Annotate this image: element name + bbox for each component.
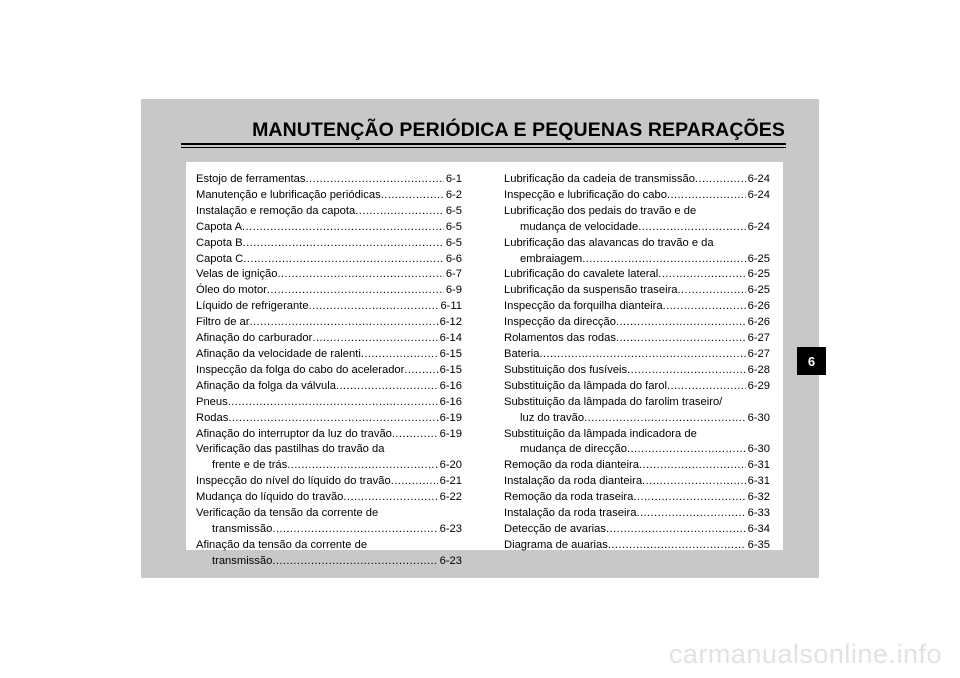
toc-entry-title: Afinação do interruptor da luz do travão <box>196 427 392 440</box>
toc-entry-title: Diagrama de auarias <box>504 538 608 551</box>
dot-leader <box>312 331 437 347</box>
dot-leader <box>277 267 443 283</box>
toc-entry-row <box>196 411 462 427</box>
dot-leader <box>584 411 746 427</box>
toc-entry[interactable] <box>196 442 462 474</box>
toc-entry-row <box>196 474 462 490</box>
toc-entry[interactable] <box>504 236 770 268</box>
toc-page-number: 6-9 <box>445 284 462 297</box>
title-rule-thick <box>181 143 786 145</box>
toc-entry[interactable] <box>196 283 462 299</box>
toc-entry-row <box>196 283 462 299</box>
toc-page-number: 6-6 <box>445 252 462 265</box>
toc-entry-title: transmissão <box>212 554 273 567</box>
toc-entry[interactable] <box>196 395 462 411</box>
toc-entry[interactable] <box>196 252 462 268</box>
dot-leader <box>267 283 444 299</box>
dot-leader <box>242 220 444 236</box>
toc-entry[interactable] <box>504 538 770 554</box>
toc-page-number: 6-30 <box>747 443 770 456</box>
toc-page-number: 6-14 <box>439 332 462 345</box>
toc-entry[interactable] <box>196 204 462 220</box>
toc-entry-row <box>196 554 462 570</box>
dot-leader <box>343 490 437 506</box>
toc-page-number: 6-5 <box>445 220 462 233</box>
dot-leader <box>381 188 444 204</box>
toc-entry-title: Substituição da lâmpada do farol <box>504 379 667 392</box>
toc-entry[interactable] <box>196 538 462 570</box>
toc-entry[interactable] <box>196 299 462 315</box>
toc-entry-row <box>504 363 770 379</box>
toc-entry-title: embraiagem <box>520 252 583 265</box>
toc-entry-title: Instalação e remoção da capota <box>196 204 356 217</box>
toc-entry[interactable] <box>196 506 462 538</box>
toc-entry[interactable] <box>504 474 770 490</box>
toc-entry-title: Remoção da roda dianteira <box>504 459 639 472</box>
dot-leader <box>667 188 746 204</box>
toc-entry-title: Inspecção da direcção <box>504 316 616 329</box>
toc-entry-title-line: Verificação das pastilhas do travão da <box>196 443 385 456</box>
toc-page-number: 6-11 <box>440 300 462 313</box>
toc-entry-title: Capota C <box>196 252 244 265</box>
toc-page-number: 6-19 <box>439 411 462 424</box>
toc-entry[interactable] <box>504 363 770 379</box>
toc-page-number: 6-24 <box>747 173 770 185</box>
toc-entry[interactable] <box>504 490 770 506</box>
dot-leader <box>287 458 437 474</box>
dot-leader <box>404 363 437 379</box>
toc-entry-row <box>504 442 770 458</box>
toc-column-left <box>196 172 462 570</box>
toc-entry-title: Afinação da folga da válvula <box>196 379 336 392</box>
toc-entry-title: frente e de trás <box>212 459 288 472</box>
toc-entry-title-line: Lubrificação das alavancas do travão e da <box>504 236 714 249</box>
toc-page-number: 6-20 <box>439 459 462 472</box>
toc-entry-row <box>504 458 770 474</box>
toc-page-number: 6-27 <box>747 347 770 360</box>
toc-entry-title: Filtro de ar <box>196 316 250 329</box>
title-rule-thin <box>181 147 786 148</box>
toc-entry[interactable] <box>196 490 462 506</box>
toc-entry-title: Velas de ignição <box>196 268 278 281</box>
toc-page-number: 6-25 <box>747 284 770 297</box>
dot-leader <box>658 267 745 283</box>
toc-page-number: 6-12 <box>439 316 462 329</box>
dot-leader <box>639 458 746 474</box>
toc-page-number: 6-33 <box>747 507 770 520</box>
toc-entry[interactable] <box>504 204 770 236</box>
dot-leader <box>642 474 746 490</box>
dot-leader <box>305 172 443 188</box>
toc-entry-row <box>196 522 462 538</box>
toc-page-number: 6-5 <box>445 204 462 217</box>
toc-entry-title: Instalação da roda dianteira <box>504 475 643 488</box>
dot-leader <box>228 411 437 427</box>
dot-leader <box>336 379 438 395</box>
toc-page-number: 6-26 <box>747 316 770 329</box>
toc-page-number: 6-24 <box>747 188 770 201</box>
toc-column-right <box>504 172 770 554</box>
toc-entry-title: Rodas <box>196 411 229 424</box>
toc-page-number: 6-30 <box>747 411 770 424</box>
toc-entry-title: Capota A <box>196 220 243 233</box>
dot-leader <box>627 363 745 379</box>
toc-entry[interactable] <box>196 411 462 427</box>
toc-entry-title: Rolamentos das rodas <box>504 332 616 345</box>
toc-page-number: 6-26 <box>747 300 770 313</box>
toc-entry-title: Instalação da roda traseira <box>504 507 637 520</box>
toc-page-number: 6-25 <box>747 268 770 281</box>
toc-entry-row <box>196 267 462 283</box>
watermark: carmanualsonline.info <box>668 639 942 669</box>
dot-leader <box>391 474 438 490</box>
toc-entry-row <box>196 395 462 411</box>
toc-page-number: 6-24 <box>747 220 770 233</box>
toc-entry-row <box>196 490 462 506</box>
dot-leader <box>627 442 746 458</box>
toc-entry-row <box>504 411 770 427</box>
toc-entry[interactable] <box>196 315 462 331</box>
toc-entry[interactable] <box>504 379 770 395</box>
toc-entry-title: Óleo do motor <box>196 284 267 297</box>
toc-page-number: 6-15 <box>439 347 462 360</box>
dot-leader <box>678 283 746 299</box>
toc-entry-title-line: Substituição da lâmpada do farolim traseiro/ <box>504 395 723 408</box>
toc-entry-row <box>196 315 462 331</box>
toc-entry-row <box>196 427 462 443</box>
toc-entry-title: Afinação da velocidade de ralenti <box>196 347 361 360</box>
toc-page-number: 6-7 <box>445 268 462 281</box>
toc-page-number: 6-2 <box>445 188 462 201</box>
toc-page-number: 6-21 <box>439 475 462 488</box>
dot-leader <box>636 506 745 522</box>
toc-entry-title: Capota B <box>196 236 243 249</box>
toc-entry[interactable] <box>196 427 462 443</box>
dot-leader <box>361 347 438 363</box>
toc-entry[interactable] <box>504 395 770 427</box>
toc-entry-title: Afinação do carburador <box>196 332 313 345</box>
toc-entry[interactable] <box>504 522 770 538</box>
toc-entry-row <box>196 252 462 268</box>
toc-page-number: 6-34 <box>747 522 770 535</box>
toc-page-number: 6-16 <box>439 379 462 392</box>
toc-entry-row <box>504 267 770 283</box>
toc-entry-title: Inspecção do nível do líquido do travão <box>196 475 391 488</box>
toc-page-number: 6-28 <box>747 363 770 376</box>
toc-entry-title-line: Substituição da lâmpada indicadora de <box>504 427 697 440</box>
dot-leader <box>667 379 746 395</box>
toc-entry-title: Lubrificação da cadeia de transmissão <box>504 173 695 185</box>
toc-entry-row <box>504 538 770 554</box>
dot-leader <box>249 315 437 331</box>
toc-entry-row <box>504 474 770 490</box>
toc-page-number: 6-1 <box>445 173 462 185</box>
toc-entry[interactable] <box>504 172 770 188</box>
toc-entry-title: Lubrificação da suspensão traseira <box>504 284 678 297</box>
dot-leader <box>392 427 438 443</box>
toc-entry-title: Substituição dos fusíveis <box>504 363 628 376</box>
toc-entry[interactable] <box>196 347 462 363</box>
toc-page-number: 6-5 <box>445 236 462 249</box>
toc-entry-title: mudança de direcção <box>520 443 627 456</box>
toc-entry[interactable] <box>196 379 462 395</box>
dot-leader <box>272 522 437 538</box>
toc-entry[interactable] <box>504 267 770 283</box>
dot-leader <box>228 395 438 411</box>
toc-page-number: 6-23 <box>439 522 462 535</box>
toc-panel <box>186 162 783 567</box>
toc-entry[interactable] <box>504 315 770 331</box>
dot-leader <box>663 299 746 315</box>
dot-leader <box>582 252 745 268</box>
toc-entry[interactable] <box>196 236 462 252</box>
toc-page-number: 6-32 <box>747 491 770 504</box>
dot-leader <box>638 220 745 236</box>
toc-entry-row <box>196 458 462 474</box>
toc-entry[interactable] <box>196 331 462 347</box>
toc-entry-row <box>196 363 462 379</box>
toc-page-number: 6-25 <box>747 252 770 265</box>
toc-page-number: 6-16 <box>439 395 462 408</box>
toc-entry-title: Estojo de ferramentas <box>196 173 306 185</box>
toc-entry-title: transmissão <box>212 522 273 535</box>
toc-entry[interactable] <box>504 283 770 299</box>
toc-entry-title-line: Afinação da tensão da corrente de <box>196 538 368 551</box>
dot-leader <box>616 315 746 331</box>
dot-leader <box>633 490 745 506</box>
dot-leader <box>272 554 437 570</box>
toc-entry-row <box>196 172 462 188</box>
toc-entry-row <box>196 236 462 252</box>
toc-entry[interactable] <box>196 188 462 204</box>
chapter-tab[interactable]: 6 <box>797 347 826 375</box>
toc-entry-title-line: Verificação da tensão da corrente de <box>196 507 379 520</box>
toc-entry-row <box>196 347 462 363</box>
toc-entry-title-line: Lubrificação dos pedais do travão e de <box>504 204 697 217</box>
toc-entry-row <box>504 172 770 188</box>
toc-page-number: 6-29 <box>747 379 770 392</box>
toc-entry-row <box>504 522 770 538</box>
toc-entry-title: mudança de velocidade <box>520 220 639 233</box>
toc-entry[interactable] <box>504 506 770 522</box>
toc-page-number: 6-23 <box>439 554 462 567</box>
toc-entry-row <box>504 299 770 315</box>
dot-leader <box>243 236 444 252</box>
toc-entry[interactable] <box>196 220 462 236</box>
toc-entry-row <box>504 220 770 236</box>
toc-entry[interactable] <box>196 267 462 283</box>
toc-entry-title: Mudança do líquido do travão <box>196 491 344 504</box>
toc-entry-title: Bateria <box>504 347 540 360</box>
toc-entry-title: Lubrificação do cavalete lateral <box>504 268 659 281</box>
toc-entry-title: Inspecção da forquilha dianteira <box>504 300 663 313</box>
toc-entry-title: Inspecção e lubrificação do cabo <box>504 188 667 201</box>
dot-leader <box>695 172 746 188</box>
toc-entry-title: Pneus <box>196 395 228 408</box>
toc-entry-row <box>504 506 770 522</box>
dot-leader <box>539 347 745 363</box>
dot-leader <box>309 299 439 315</box>
toc-page-number: 6-35 <box>747 538 770 551</box>
dot-leader <box>616 331 746 347</box>
page-title: MANUTENÇÃO PERIÓDICA E PEQUENAS REPARAÇÕES <box>252 119 785 141</box>
toc-entry-row <box>196 299 462 315</box>
toc-entry[interactable] <box>504 427 770 459</box>
toc-entry[interactable] <box>504 331 770 347</box>
toc-page-number: 6-19 <box>439 427 462 440</box>
toc-entry-title: Remoção da roda traseira <box>504 491 634 504</box>
toc-page-number: 6-15 <box>439 363 462 376</box>
toc-entry[interactable] <box>196 172 462 188</box>
toc-entry-row <box>196 331 462 347</box>
toc-entry-title: Detecção de avarias <box>504 522 606 535</box>
toc-entry[interactable] <box>196 474 462 490</box>
toc-entry[interactable] <box>196 363 462 379</box>
toc-entry-title: Líquido de refrigerante <box>196 300 309 313</box>
dot-leader <box>608 538 746 554</box>
toc-entry-row <box>196 379 462 395</box>
toc-entry-title: luz do travão <box>520 411 585 424</box>
toc-entry-title: Inspecção da folga do cabo do acelerador <box>196 363 405 376</box>
dot-leader <box>606 522 746 538</box>
toc-page-number: 6-27 <box>747 332 770 345</box>
toc-page-number: 6-22 <box>439 491 462 504</box>
toc-entry[interactable] <box>504 347 770 363</box>
toc-entry-title: Manutenção e lubrificação periódicas <box>196 188 381 201</box>
toc-page-number: 6-31 <box>747 459 770 472</box>
toc-entry-row <box>504 315 770 331</box>
toc-entry-row <box>504 347 770 363</box>
toc-entry-row <box>196 204 462 220</box>
toc-entry-row <box>504 379 770 395</box>
dot-leader <box>355 204 444 220</box>
toc-entry[interactable] <box>504 188 770 204</box>
toc-entry-row <box>504 331 770 347</box>
toc-page-number: 6-31 <box>747 475 770 488</box>
toc-entry-row <box>196 220 462 236</box>
toc-entry-row <box>196 188 462 204</box>
toc-entry-row <box>504 490 770 506</box>
toc-entry[interactable] <box>504 458 770 474</box>
toc-entry-row <box>504 188 770 204</box>
dot-leader <box>243 252 444 268</box>
toc-entry-row <box>504 283 770 299</box>
toc-entry[interactable] <box>504 299 770 315</box>
toc-entry-row <box>504 252 770 268</box>
